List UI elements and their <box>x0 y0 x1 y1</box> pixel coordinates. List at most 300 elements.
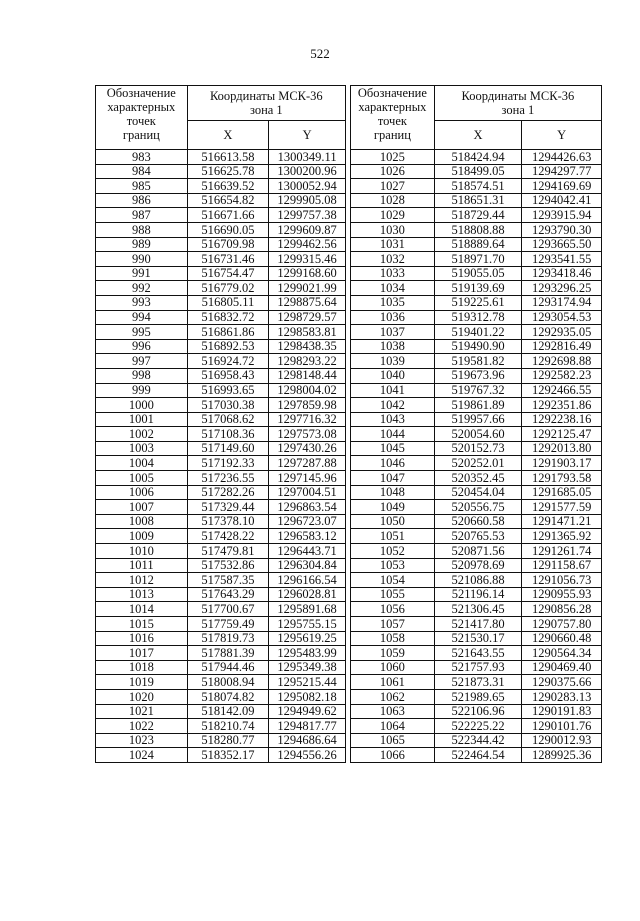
y-coordinate-cell: 1295082.18 <box>269 689 346 704</box>
header-point-label-line: Обозначение <box>357 86 427 100</box>
y-coordinate-cell: 1293174.94 <box>522 295 602 310</box>
point-id-cell: 995 <box>96 325 188 340</box>
point-id-cell: 1007 <box>96 500 188 515</box>
point-id-cell: 1028 <box>351 193 435 208</box>
y-coordinate-cell: 1293054.53 <box>522 310 602 325</box>
table-row <box>96 660 346 675</box>
x-coordinate-cell: 521989.65 <box>434 689 521 704</box>
table-row <box>351 179 602 194</box>
point-id-cell: 992 <box>96 281 188 296</box>
x-coordinate-cell: 517282.26 <box>187 485 269 500</box>
y-coordinate-cell: 1294686.64 <box>269 733 346 748</box>
y-coordinate-cell: 1298148.44 <box>269 368 346 383</box>
y-coordinate-cell: 1295755.15 <box>269 617 346 632</box>
point-id-cell: 1058 <box>351 631 435 646</box>
x-coordinate-cell: 516731.46 <box>187 252 269 267</box>
x-coordinate-cell: 517643.29 <box>187 587 269 602</box>
point-id-cell: 987 <box>96 208 188 223</box>
point-id-cell: 1047 <box>351 471 435 486</box>
y-coordinate-cell: 1292935.05 <box>522 325 602 340</box>
header-point-label-line: характерных <box>358 100 427 114</box>
point-id-cell: 1052 <box>351 544 435 559</box>
table-row <box>96 719 346 734</box>
table-row <box>351 602 602 617</box>
point-id-cell: 1040 <box>351 368 435 383</box>
point-id-cell: 1004 <box>96 456 188 471</box>
y-coordinate-cell: 1293541.55 <box>522 252 602 267</box>
header-x: X <box>187 121 269 150</box>
header-coords-label-line: Координаты МСК-36 <box>209 89 323 103</box>
y-coordinate-cell: 1299757.38 <box>269 208 346 223</box>
table-row <box>96 339 346 354</box>
table-row <box>96 252 346 267</box>
table-row <box>96 748 346 763</box>
point-id-cell: 1056 <box>351 602 435 617</box>
y-coordinate-cell: 1295483.99 <box>269 646 346 661</box>
x-coordinate-cell: 521417.80 <box>434 617 521 632</box>
x-coordinate-cell: 520352.45 <box>434 471 521 486</box>
y-coordinate-cell: 1292582.23 <box>522 368 602 383</box>
table-row <box>351 339 602 354</box>
x-coordinate-cell: 521086.88 <box>434 573 521 588</box>
y-coordinate-cell: 1290856.28 <box>522 602 602 617</box>
point-id-cell: 1003 <box>96 441 188 456</box>
x-coordinate-cell: 520054.60 <box>434 427 521 442</box>
y-coordinate-cell: 1297859.98 <box>269 398 346 413</box>
x-coordinate-cell: 521530.17 <box>434 631 521 646</box>
y-coordinate-cell: 1291261.74 <box>522 544 602 559</box>
y-coordinate-cell: 1298293.22 <box>269 354 346 369</box>
table-row <box>96 602 346 617</box>
point-id-cell: 1010 <box>96 544 188 559</box>
table-row <box>351 412 602 427</box>
x-coordinate-cell: 516892.53 <box>187 339 269 354</box>
y-coordinate-cell: 1297716.32 <box>269 412 346 427</box>
y-coordinate-cell: 1290469.40 <box>522 660 602 675</box>
x-coordinate-cell: 516958.43 <box>187 368 269 383</box>
x-coordinate-cell: 517108.36 <box>187 427 269 442</box>
table-row <box>351 441 602 456</box>
y-coordinate-cell: 1290757.80 <box>522 617 602 632</box>
table-row <box>96 441 346 456</box>
x-coordinate-cell: 520765.53 <box>434 529 521 544</box>
table-row <box>96 150 346 165</box>
y-coordinate-cell: 1300052.94 <box>269 179 346 194</box>
x-coordinate-cell: 517378.10 <box>187 514 269 529</box>
point-id-cell: 985 <box>96 179 188 194</box>
x-coordinate-cell: 517944.46 <box>187 660 269 675</box>
x-coordinate-cell: 516754.47 <box>187 266 269 281</box>
y-coordinate-cell: 1292698.88 <box>522 354 602 369</box>
table-row <box>351 617 602 632</box>
y-coordinate-cell: 1291903.17 <box>522 456 602 471</box>
point-id-cell: 1020 <box>96 689 188 704</box>
y-coordinate-cell: 1290660.48 <box>522 631 602 646</box>
x-coordinate-cell: 517819.73 <box>187 631 269 646</box>
point-id-cell: 1036 <box>351 310 435 325</box>
table-row <box>96 675 346 690</box>
table-body-left <box>96 150 346 763</box>
x-coordinate-cell: 522344.42 <box>434 733 521 748</box>
y-coordinate-cell: 1297287.88 <box>269 456 346 471</box>
point-id-cell: 1022 <box>96 719 188 734</box>
table-row <box>351 733 602 748</box>
point-id-cell: 1023 <box>96 733 188 748</box>
y-coordinate-cell: 1295619.25 <box>269 631 346 646</box>
point-id-cell: 1017 <box>96 646 188 661</box>
point-id-cell: 1021 <box>96 704 188 719</box>
header-coords-label-line: зона 1 <box>249 103 283 117</box>
table-row <box>96 573 346 588</box>
point-id-cell: 1025 <box>351 150 435 165</box>
table-row <box>96 485 346 500</box>
table-row <box>96 368 346 383</box>
y-coordinate-cell: 1290375.66 <box>522 675 602 690</box>
x-coordinate-cell: 518210.74 <box>187 719 269 734</box>
point-id-cell: 1015 <box>96 617 188 632</box>
x-coordinate-cell: 518729.44 <box>434 208 521 223</box>
x-coordinate-cell: 520454.04 <box>434 485 521 500</box>
table-row <box>96 456 346 471</box>
point-id-cell: 1062 <box>351 689 435 704</box>
point-id-cell: 1031 <box>351 237 435 252</box>
point-id-cell: 1066 <box>351 748 435 763</box>
y-coordinate-cell: 1296583.12 <box>269 529 346 544</box>
point-id-cell: 989 <box>96 237 188 252</box>
table-row <box>96 427 346 442</box>
x-coordinate-cell: 520660.58 <box>434 514 521 529</box>
table-row <box>351 631 602 646</box>
header-point-label-line: границ <box>122 128 160 142</box>
header-point-label-line: границ <box>373 128 411 142</box>
y-coordinate-cell: 1298875.64 <box>269 295 346 310</box>
x-coordinate-cell: 518280.77 <box>187 733 269 748</box>
y-coordinate-cell: 1290564.34 <box>522 646 602 661</box>
header-y: Y <box>269 121 346 150</box>
point-id-cell: 986 <box>96 193 188 208</box>
x-coordinate-cell: 520871.56 <box>434 544 521 559</box>
x-coordinate-cell: 518424.94 <box>434 150 521 165</box>
x-coordinate-cell: 516613.58 <box>187 150 269 165</box>
point-id-cell: 1038 <box>351 339 435 354</box>
point-id-cell: 1044 <box>351 427 435 442</box>
table-row <box>351 354 602 369</box>
point-id-cell: 1009 <box>96 529 188 544</box>
x-coordinate-cell: 521873.31 <box>434 675 521 690</box>
table-row <box>351 675 602 690</box>
point-id-cell: 1013 <box>96 587 188 602</box>
x-coordinate-cell: 520252.01 <box>434 456 521 471</box>
point-id-cell: 1033 <box>351 266 435 281</box>
table-row <box>96 733 346 748</box>
x-coordinate-cell: 517700.67 <box>187 602 269 617</box>
x-coordinate-cell: 516779.02 <box>187 281 269 296</box>
table-row <box>351 587 602 602</box>
x-coordinate-cell: 518074.82 <box>187 689 269 704</box>
y-coordinate-cell: 1298004.02 <box>269 383 346 398</box>
y-coordinate-cell: 1293665.50 <box>522 237 602 252</box>
table-row <box>96 325 346 340</box>
coordinates-table-right <box>350 85 602 763</box>
table-row <box>96 179 346 194</box>
table-row <box>351 748 602 763</box>
point-id-cell: 1065 <box>351 733 435 748</box>
table-row <box>351 514 602 529</box>
y-coordinate-cell: 1294817.77 <box>269 719 346 734</box>
y-coordinate-cell: 1299609.87 <box>269 222 346 237</box>
x-coordinate-cell: 517149.60 <box>187 441 269 456</box>
point-id-cell: 990 <box>96 252 188 267</box>
y-coordinate-cell: 1291471.21 <box>522 514 602 529</box>
point-id-cell: 1024 <box>96 748 188 763</box>
point-id-cell: 1051 <box>351 529 435 544</box>
point-id-cell: 1037 <box>351 325 435 340</box>
x-coordinate-cell: 518971.70 <box>434 252 521 267</box>
point-id-cell: 1030 <box>351 222 435 237</box>
header-point-label <box>351 86 435 150</box>
x-coordinate-cell: 520556.75 <box>434 500 521 515</box>
header-coords-label-line: Координаты МСК-36 <box>461 89 575 103</box>
table-row <box>351 689 602 704</box>
table-row <box>96 471 346 486</box>
point-id-cell: 1008 <box>96 514 188 529</box>
y-coordinate-cell: 1299168.60 <box>269 266 346 281</box>
x-coordinate-cell: 517068.62 <box>187 412 269 427</box>
point-id-cell: 1034 <box>351 281 435 296</box>
x-coordinate-cell: 521643.55 <box>434 646 521 661</box>
x-coordinate-cell: 517030.38 <box>187 398 269 413</box>
x-coordinate-cell: 519490.90 <box>434 339 521 354</box>
point-id-cell: 994 <box>96 310 188 325</box>
x-coordinate-cell: 521757.93 <box>434 660 521 675</box>
header-point-label-line: точек <box>126 114 156 128</box>
header-coords-label <box>434 86 601 121</box>
table-row <box>96 398 346 413</box>
x-coordinate-cell: 518574.51 <box>434 179 521 194</box>
table-row <box>96 704 346 719</box>
y-coordinate-cell: 1294042.41 <box>522 193 602 208</box>
y-coordinate-cell: 1290283.13 <box>522 689 602 704</box>
point-id-cell: 1001 <box>96 412 188 427</box>
table-row <box>351 310 602 325</box>
x-coordinate-cell: 518352.17 <box>187 748 269 763</box>
table-row <box>351 266 602 281</box>
x-coordinate-cell: 517192.33 <box>187 456 269 471</box>
y-coordinate-cell: 1294949.62 <box>269 704 346 719</box>
x-coordinate-cell: 516671.66 <box>187 208 269 223</box>
point-id-cell: 996 <box>96 339 188 354</box>
y-coordinate-cell: 1297004.51 <box>269 485 346 500</box>
header-coords-label <box>187 86 345 121</box>
x-coordinate-cell: 519861.89 <box>434 398 521 413</box>
x-coordinate-cell: 517759.49 <box>187 617 269 632</box>
point-id-cell: 988 <box>96 222 188 237</box>
y-coordinate-cell: 1291365.92 <box>522 529 602 544</box>
table-row <box>96 544 346 559</box>
table-row <box>96 412 346 427</box>
y-coordinate-cell: 1294426.63 <box>522 150 602 165</box>
point-id-cell: 1018 <box>96 660 188 675</box>
point-id-cell: 1059 <box>351 646 435 661</box>
table-row <box>351 660 602 675</box>
table-row <box>96 193 346 208</box>
table-row <box>351 456 602 471</box>
y-coordinate-cell: 1295349.38 <box>269 660 346 675</box>
point-id-cell: 1049 <box>351 500 435 515</box>
x-coordinate-cell: 516993.65 <box>187 383 269 398</box>
y-coordinate-cell: 1294169.69 <box>522 179 602 194</box>
y-coordinate-cell: 1291685.05 <box>522 485 602 500</box>
table-row <box>351 193 602 208</box>
table-row <box>96 237 346 252</box>
point-id-cell: 1045 <box>351 441 435 456</box>
table-row <box>351 295 602 310</box>
point-id-cell: 1019 <box>96 675 188 690</box>
header-point-label-line: точек <box>377 114 407 128</box>
point-id-cell: 1012 <box>96 573 188 588</box>
point-id-cell: 1000 <box>96 398 188 413</box>
x-coordinate-cell: 522464.54 <box>434 748 521 763</box>
x-coordinate-cell: 519139.69 <box>434 281 521 296</box>
table-row <box>351 427 602 442</box>
point-id-cell: 1061 <box>351 675 435 690</box>
point-id-cell: 1048 <box>351 485 435 500</box>
y-coordinate-cell: 1299315.46 <box>269 252 346 267</box>
x-coordinate-cell: 518808.88 <box>434 222 521 237</box>
y-coordinate-cell: 1292816.49 <box>522 339 602 354</box>
point-id-cell: 984 <box>96 164 188 179</box>
y-coordinate-cell: 1296166.54 <box>269 573 346 588</box>
table-row <box>96 514 346 529</box>
table-row <box>96 281 346 296</box>
table-row <box>96 587 346 602</box>
x-coordinate-cell: 517587.35 <box>187 573 269 588</box>
y-coordinate-cell: 1293915.94 <box>522 208 602 223</box>
point-id-cell: 1029 <box>351 208 435 223</box>
table-row <box>351 500 602 515</box>
x-coordinate-cell: 516709.98 <box>187 237 269 252</box>
y-coordinate-cell: 1291793.58 <box>522 471 602 486</box>
point-id-cell: 1054 <box>351 573 435 588</box>
y-coordinate-cell: 1297430.26 <box>269 441 346 456</box>
table-row <box>96 529 346 544</box>
x-coordinate-cell: 517428.22 <box>187 529 269 544</box>
table-row <box>351 383 602 398</box>
table-row <box>351 573 602 588</box>
header-point-label <box>96 86 188 150</box>
point-id-cell: 999 <box>96 383 188 398</box>
page-number: 522 <box>310 46 330 61</box>
table-row <box>96 631 346 646</box>
table-row <box>96 383 346 398</box>
table-row <box>96 310 346 325</box>
x-coordinate-cell: 520152.73 <box>434 441 521 456</box>
table-row <box>96 295 346 310</box>
table-row <box>96 617 346 632</box>
y-coordinate-cell: 1293296.25 <box>522 281 602 296</box>
point-id-cell: 1032 <box>351 252 435 267</box>
table-row <box>351 704 602 719</box>
table-row <box>96 500 346 515</box>
point-id-cell: 1055 <box>351 587 435 602</box>
x-coordinate-cell: 516654.82 <box>187 193 269 208</box>
header-x: X <box>434 121 521 150</box>
point-id-cell: 1039 <box>351 354 435 369</box>
point-id-cell: 991 <box>96 266 188 281</box>
table-row <box>96 646 346 661</box>
y-coordinate-cell: 1289925.36 <box>522 748 602 763</box>
y-coordinate-cell: 1291577.59 <box>522 500 602 515</box>
table-row <box>351 558 602 573</box>
y-coordinate-cell: 1292466.55 <box>522 383 602 398</box>
point-id-cell: 1050 <box>351 514 435 529</box>
x-coordinate-cell: 519401.22 <box>434 325 521 340</box>
table-row <box>96 266 346 281</box>
x-coordinate-cell: 516924.72 <box>187 354 269 369</box>
point-id-cell: 1006 <box>96 485 188 500</box>
x-coordinate-cell: 519312.78 <box>434 310 521 325</box>
header-point-label-line: Обозначение <box>106 86 176 100</box>
y-coordinate-cell: 1296443.71 <box>269 544 346 559</box>
point-id-cell: 1011 <box>96 558 188 573</box>
x-coordinate-cell: 518499.05 <box>434 164 521 179</box>
x-coordinate-cell: 516639.52 <box>187 179 269 194</box>
x-coordinate-cell: 516625.78 <box>187 164 269 179</box>
y-coordinate-cell: 1296304.84 <box>269 558 346 573</box>
x-coordinate-cell: 516861.86 <box>187 325 269 340</box>
table-row <box>351 150 602 165</box>
point-id-cell: 1035 <box>351 295 435 310</box>
coordinates-table-left <box>95 85 346 763</box>
y-coordinate-cell: 1299462.56 <box>269 237 346 252</box>
y-coordinate-cell: 1292351.86 <box>522 398 602 413</box>
y-coordinate-cell: 1297145.96 <box>269 471 346 486</box>
header-coords-label-line: зона 1 <box>501 103 535 117</box>
header-y: Y <box>522 121 602 150</box>
y-coordinate-cell: 1291158.67 <box>522 558 602 573</box>
x-coordinate-cell: 521306.45 <box>434 602 521 617</box>
y-coordinate-cell: 1290955.93 <box>522 587 602 602</box>
table-row <box>96 689 346 704</box>
table-row <box>351 544 602 559</box>
point-id-cell: 983 <box>96 150 188 165</box>
x-coordinate-cell: 519767.32 <box>434 383 521 398</box>
point-id-cell: 1053 <box>351 558 435 573</box>
table-row <box>351 281 602 296</box>
y-coordinate-cell: 1298438.35 <box>269 339 346 354</box>
x-coordinate-cell: 520978.69 <box>434 558 521 573</box>
y-coordinate-cell: 1300200.96 <box>269 164 346 179</box>
y-coordinate-cell: 1300349.11 <box>269 150 346 165</box>
x-coordinate-cell: 516690.05 <box>187 222 269 237</box>
y-coordinate-cell: 1293790.30 <box>522 222 602 237</box>
y-coordinate-cell: 1290012.93 <box>522 733 602 748</box>
y-coordinate-cell: 1294297.77 <box>522 164 602 179</box>
y-coordinate-cell: 1297573.08 <box>269 427 346 442</box>
point-id-cell: 997 <box>96 354 188 369</box>
point-id-cell: 1016 <box>96 631 188 646</box>
table-row <box>351 164 602 179</box>
point-id-cell: 1026 <box>351 164 435 179</box>
x-coordinate-cell: 517881.39 <box>187 646 269 661</box>
y-coordinate-cell: 1291056.73 <box>522 573 602 588</box>
x-coordinate-cell: 518008.94 <box>187 675 269 690</box>
table-row <box>351 368 602 383</box>
x-coordinate-cell: 519055.05 <box>434 266 521 281</box>
y-coordinate-cell: 1294556.26 <box>269 748 346 763</box>
table-row <box>351 325 602 340</box>
x-coordinate-cell: 519225.61 <box>434 295 521 310</box>
